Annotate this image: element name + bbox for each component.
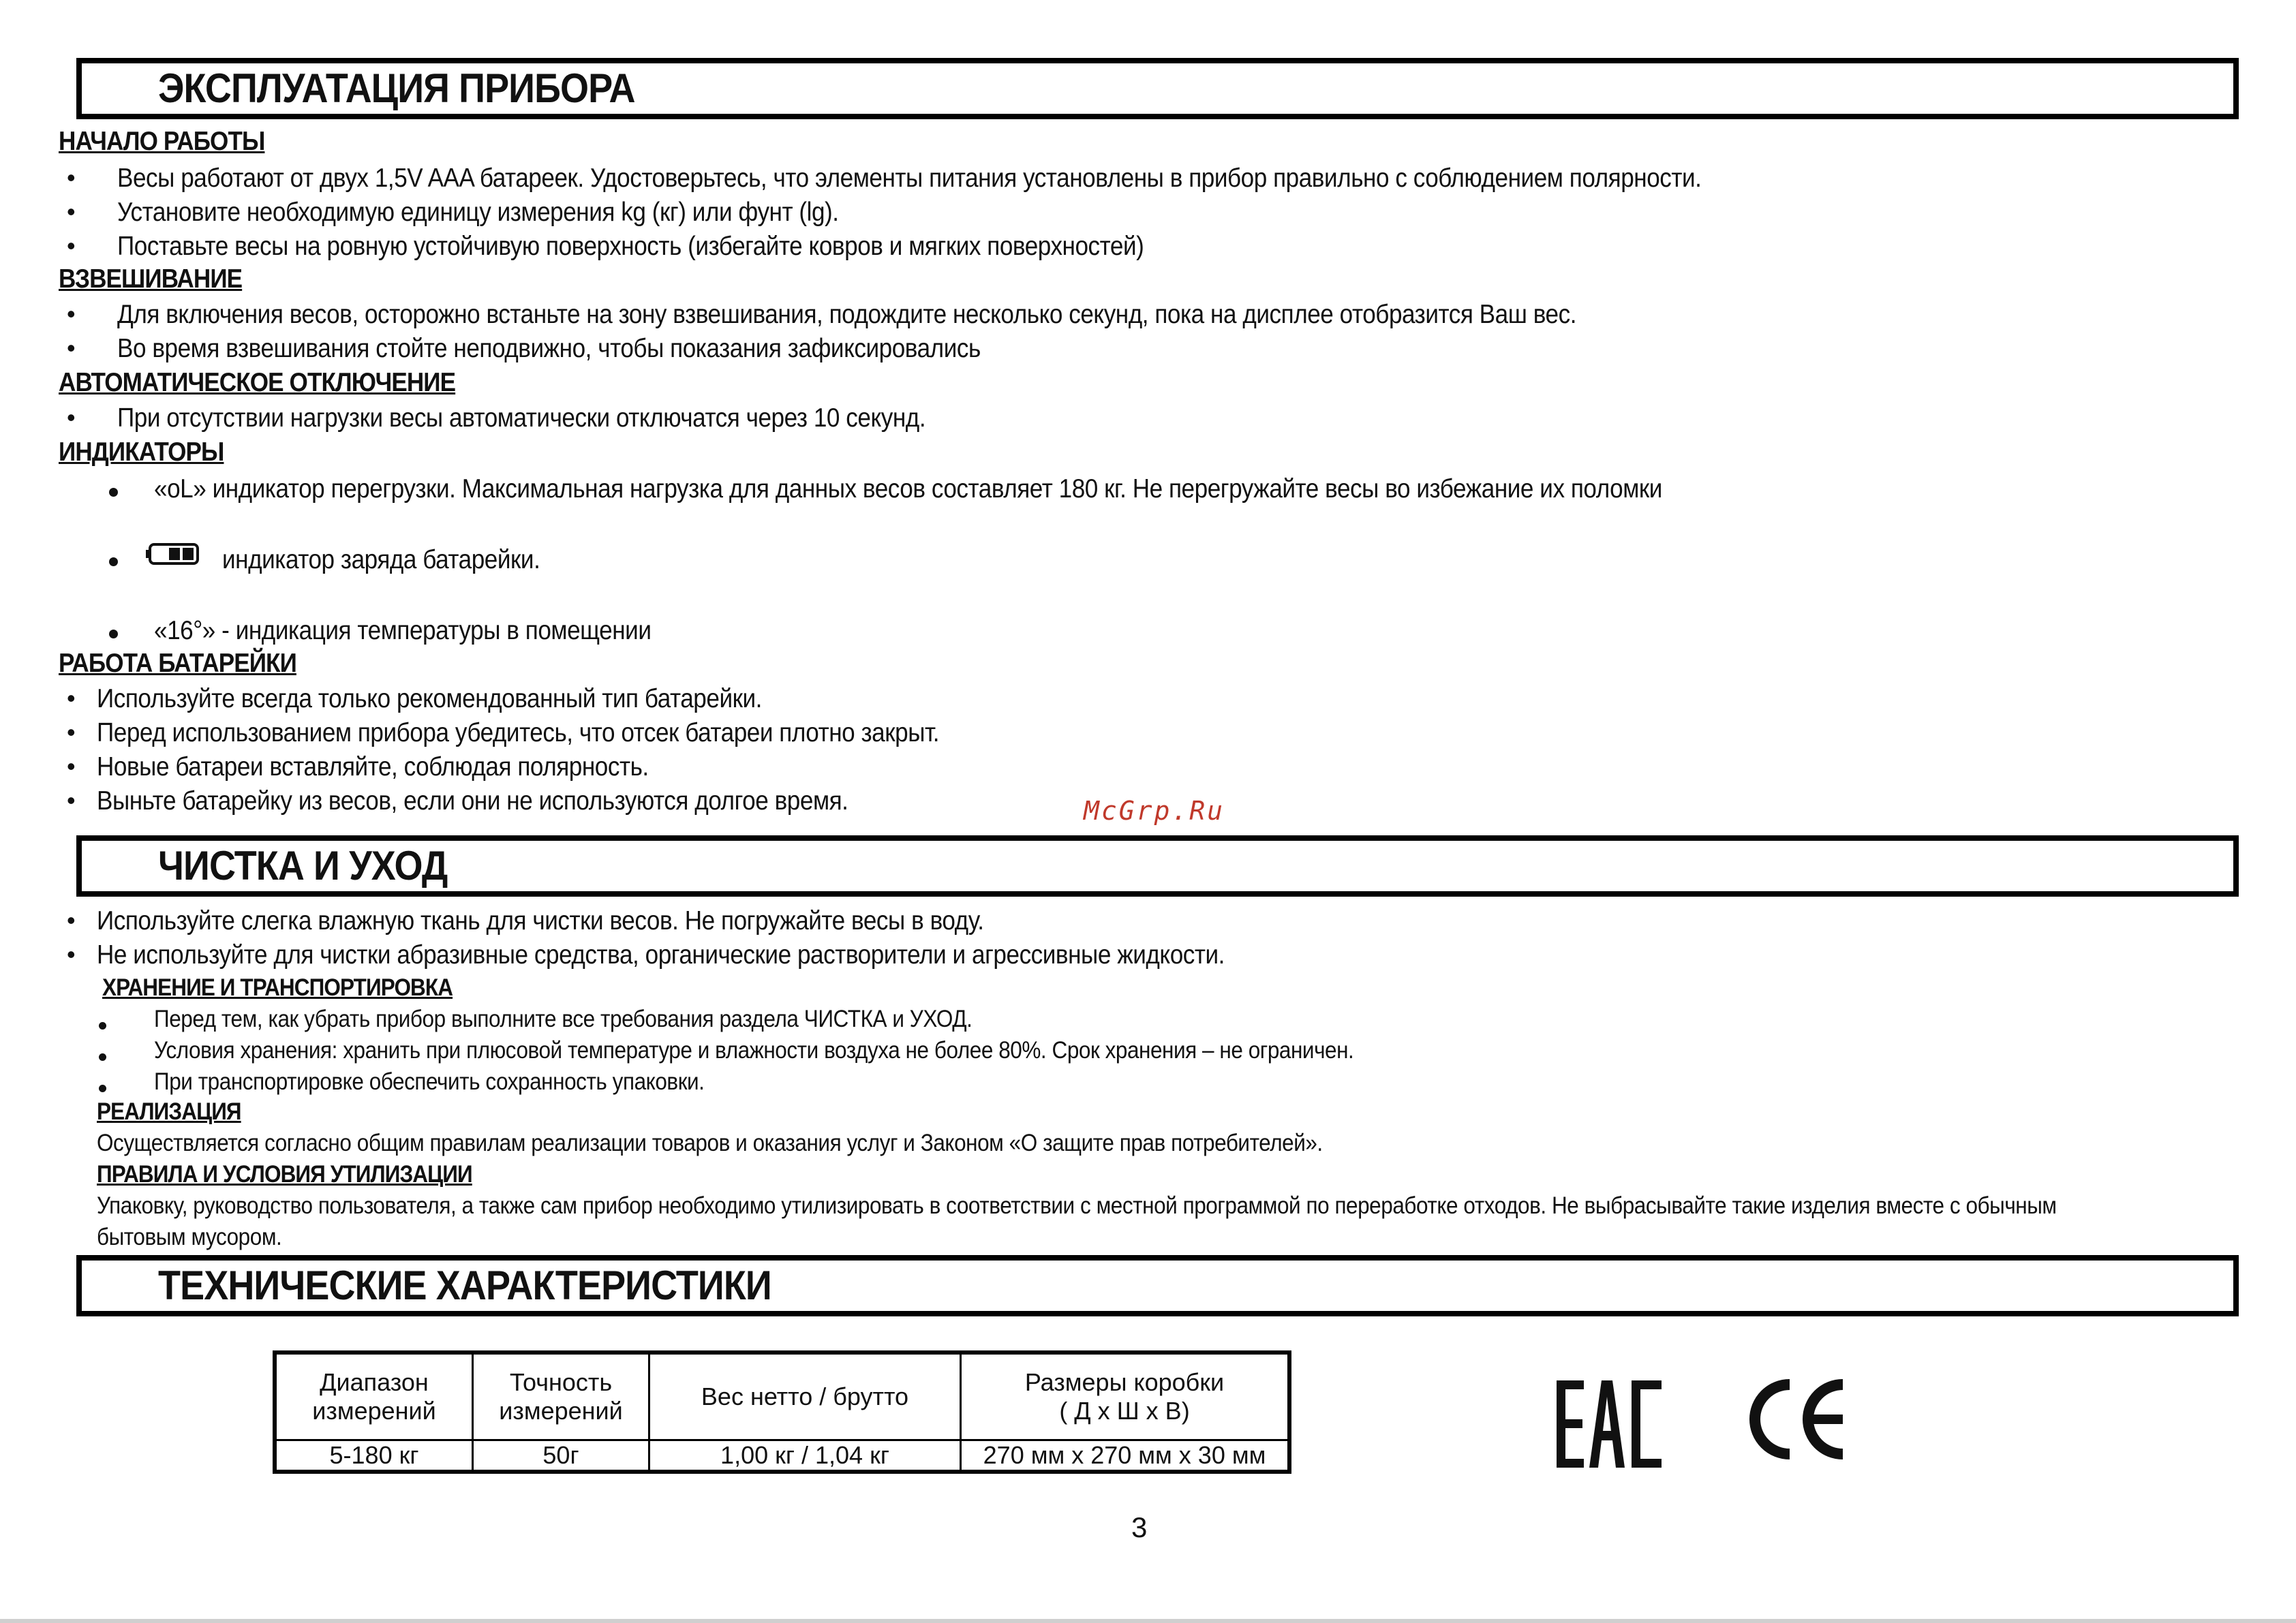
bullet: • [67,752,76,780]
bullet: • [67,300,76,328]
section-header-cleaning [76,835,2239,897]
bullet: • [67,684,76,712]
bullet: • [67,198,76,226]
paragraph: Осуществляется согласно общим правилам реализации товаров и оказания услуг и Законом «О защите прав потребителей». [97,1130,1323,1156]
list-item: Весы работают от двух 1,5V AAA батареек. Удостоверьтесь, что элементы питания установлены в прибор правильно с соблюдением полярности. [117,164,1702,193]
table-header-cell [275,1352,473,1440]
paragraph: Упаковку, руководство пользователя, а также сам прибор необходимо утилизировать в соответствии с местной программой по переработке отходов. Не выбрасывайте такие изделия вместе с обычным [97,1192,2057,1219]
table-header-cell [473,1352,649,1440]
bullet [99,1022,106,1030]
bullet: • [67,164,76,191]
cell-text: Вес нетто / брутто [701,1382,909,1410]
bullet: • [67,334,76,362]
section-title: ЭКСПЛУАТАЦИЯ ПРИБОРА [158,65,635,111]
heading-indicators: ИНДИКАТОРЫ [59,437,224,467]
bullet [99,1053,106,1061]
list-item: Установите необходимую единицу измерения kg (кг) или фунт (lg). [117,198,839,227]
page-number: 3 [1131,1511,1148,1543]
list-item: Перед тем, как убрать прибор выполните все требования раздела ЧИСТКА и УХОД. [154,1006,973,1032]
list-item: Во время взвешивания стойте неподвижно, чтобы показания зафиксировались [117,334,981,363]
table-cell: 270 мм х 270 мм х 30 мм [961,1440,1290,1472]
section-header-specs [76,1255,2239,1316]
table-header-row [275,1352,1289,1440]
bullet [99,1085,106,1092]
table-cell: 5-180 кг [275,1440,473,1472]
bullet [109,630,118,638]
heading-weighing: ВЗВЕШИВАНИЕ [59,264,243,294]
list-item: Используйте слегка влажную ткань для чистки весов. Не погружайте весы в воду. [97,906,984,936]
list-item: Новые батареи вставляйте, соблюдая полярность. [97,752,649,782]
bullet: • [67,786,76,814]
table-cell: 1,00 кг / 1,04 кг [649,1440,961,1472]
list-item: индикатор заряда батарейки. [222,545,540,574]
list-item: При отсутствии нагрузки весы автоматически отключатся через 10 секунд. [117,403,926,433]
table-header-cell [961,1352,1290,1440]
list-item: «oL» индикатор перегрузки. Максимальная нагрузка для данных весов составляет 180 кг. Не перегружайте весы во избежание их поломки [154,474,1662,504]
list-item: При транспортировке обеспечить сохранность упаковки. [154,1068,705,1095]
watermark: McGrp.Ru [1084,796,1225,826]
list-item: Не используйте для чистки абразивные средства, органические растворители и агрессивные жидкости. [97,940,1225,970]
bullet [109,488,118,497]
list-item: «16°» - индикация температуры в помещении [154,616,652,645]
heading-disposal: ПРАВИЛА И УСЛОВИЯ УТИЛИЗАЦИИ [97,1161,472,1188]
bullet: • [67,403,76,431]
cell-text: Диапазон [320,1367,429,1396]
bullet: • [67,232,76,260]
paragraph: бытовым мусором. [97,1224,282,1250]
cell-text: измерений [499,1396,623,1425]
heading-storage: ХРАНЕНИЕ И ТРАНСПОРТИРОВКА [102,974,453,1001]
bullet: • [67,940,76,968]
list-item: Перед использованием прибора убедитесь, что отсек батареи плотно закрыт. [97,718,940,747]
section-title: ТЕХНИЧЕСКИЕ ХАРАКТЕРИСТИКИ [158,1263,771,1308]
bullet [109,557,118,566]
spec-table [273,1350,1291,1474]
list-item: Используйте всегда только рекомендованный тип батарейки. [97,684,762,713]
heading-battery: РАБОТА БАТАРЕЙКИ [59,649,296,678]
heading-start: НАЧАЛО РАБОТЫ [59,127,265,156]
section-title: ЧИСТКА И УХОД [158,843,448,888]
cell-text: ( Д х Ш х В) [1059,1396,1190,1425]
ce-mark-icon [1749,1378,1851,1461]
list-item: Для включения весов, осторожно встаньте на зону взвешивания, подождите несколько секунд, пока на дисплее отобразится Ваш вес. [117,300,1577,329]
cell-text: Точность [509,1367,613,1396]
table-header-cell [649,1352,961,1440]
list-item: Выньте батарейку из весов, если они не используются долгое время. [97,786,848,816]
eac-mark-icon [1557,1380,1662,1468]
bullet: • [67,718,76,746]
heading-realization: РЕАЛИЗАЦИЯ [97,1098,241,1125]
battery-icon [146,542,200,567]
table-row [275,1440,1289,1472]
page-bottom-edge [0,1619,2296,1623]
section-header-exploitation [76,58,2239,119]
cell-text: Размеры коробки [1024,1367,1225,1396]
cell-text: измерений [312,1396,436,1425]
heading-autooff: АВТОМАТИЧЕСКОЕ ОТКЛЮЧЕНИЕ [59,368,456,397]
list-item: Условия хранения: хранить при плюсовой температуре и влажности воздуха не более 80%. Срок хранения – не ограничен. [154,1037,1354,1064]
list-item: Поставьте весы на ровную устойчивую поверхность (избегайте ковров и мягких поверхностей) [117,232,1144,261]
bullet: • [67,906,76,934]
table-cell: 50г [473,1440,649,1472]
